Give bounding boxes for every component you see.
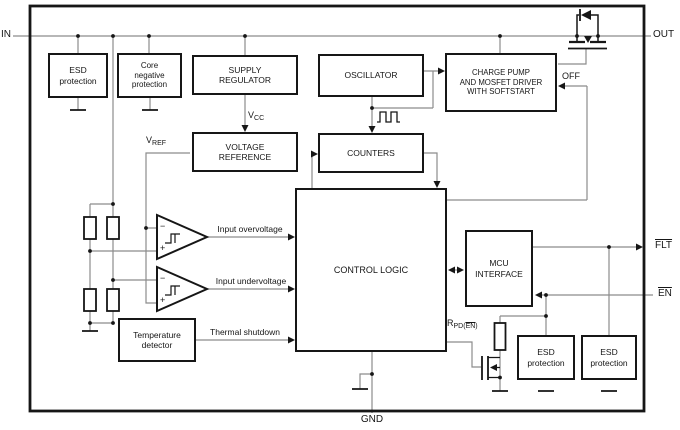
comparator2-plus-sign: + bbox=[160, 295, 166, 305]
comparator1-plus-sign: + bbox=[160, 243, 166, 253]
divider-resistor-icons bbox=[84, 217, 119, 311]
comparator1-minus-sign: − bbox=[160, 221, 166, 231]
body-diode-icon bbox=[580, 9, 591, 21]
block-mcu-interface bbox=[465, 230, 533, 307]
block-temperature-detector bbox=[118, 318, 196, 362]
block-label: ESD protection bbox=[527, 347, 565, 368]
pulldown-resistor-icon bbox=[495, 323, 506, 350]
block-label: CHARGE PUMP AND MOSFET DRIVER WITH SOFTSTART bbox=[459, 68, 543, 97]
block-label: Temperature detector bbox=[133, 329, 181, 350]
vcc-label: $V_{CC}$ bbox=[248, 110, 265, 122]
block-counters bbox=[318, 133, 424, 173]
input-overvoltage-label: Input overvoltage bbox=[217, 224, 283, 234]
block-label: ESD protection bbox=[590, 347, 628, 368]
input-undervoltage-label: Input undervoltage bbox=[215, 276, 287, 286]
block-label: CONTROL LOGIC bbox=[333, 264, 409, 275]
block-core-negative-protection bbox=[117, 53, 182, 98]
pin-en: $\overline{EN}$ bbox=[658, 288, 672, 299]
off-signal-label: OFF bbox=[562, 71, 580, 81]
block-oscillator bbox=[318, 54, 424, 97]
rpd-label: $R_{PD(\overline{EN})}$ bbox=[447, 318, 478, 330]
block-label: COUNTERS bbox=[347, 147, 395, 158]
block-charge-pump bbox=[445, 53, 557, 112]
pin-gnd: GND bbox=[360, 414, 384, 425]
block-esd-protection-left bbox=[517, 335, 575, 380]
block-label: MCU INTERFACE bbox=[475, 258, 523, 279]
pin-in: IN bbox=[1, 29, 11, 40]
block-esd-protection-right bbox=[581, 335, 637, 380]
block-label: SUPPLY REGULATOR bbox=[218, 64, 272, 85]
block-label: Core negative protection bbox=[131, 61, 168, 90]
gnd-wires bbox=[360, 350, 500, 413]
thermal-shutdown-label: Thermal shutdown bbox=[210, 327, 280, 337]
comparator2-minus-sign: − bbox=[160, 273, 166, 283]
pulldown-mosfet-icon bbox=[482, 356, 500, 380]
block-label: VOLTAGE REFERENCE bbox=[218, 141, 272, 162]
block-supply-regulator bbox=[192, 55, 298, 95]
pin-out: OUT bbox=[653, 29, 675, 40]
block-label: ESD protection bbox=[59, 65, 97, 86]
block-esd-protection-top bbox=[48, 53, 108, 98]
comparator-output-wires bbox=[195, 237, 293, 340]
block-voltage-reference bbox=[192, 132, 298, 172]
block-control-logic bbox=[295, 188, 447, 352]
divider-network-wires bbox=[90, 204, 157, 331]
pulse-waveform-icon bbox=[377, 112, 400, 122]
power-mosfet-icon bbox=[568, 9, 607, 49]
block-label: OSCILLATOR bbox=[344, 70, 398, 81]
pin-flt: $\overline{FLT}$ bbox=[655, 240, 673, 251]
vref-label: $V_{REF}$ bbox=[146, 135, 167, 147]
